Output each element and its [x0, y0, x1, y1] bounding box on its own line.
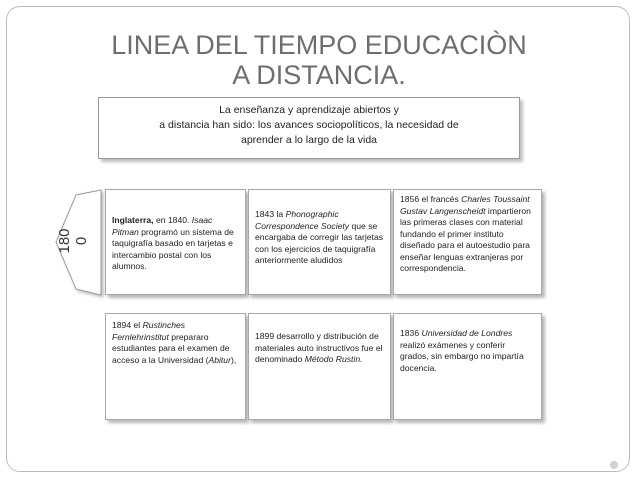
year-label-line-2: 0 — [73, 236, 90, 246]
card3-person: Charles Toussaint Gustav Langenscheidt — [400, 194, 530, 216]
card2-text1: 1843 la — [255, 209, 286, 219]
subtitle-line-3: aprender a lo largo de la vida — [240, 134, 377, 146]
event-card-1836 — [393, 313, 542, 420]
title-line-2: A DISTANCIA. — [232, 60, 406, 90]
event-card-1840 — [105, 189, 246, 295]
subtitle-line-2: a distancia han sido: los avances sociopolíticos, la necesidad de — [159, 119, 459, 131]
year-label — [56, 216, 90, 266]
card3-text1: 1856 el francés — [400, 194, 462, 204]
card3-text2: impartieron las primeras clases con material fundando el primer instituto diseñado para el autoestudio para enseñar lenguas extranjeras por correspondencia. — [400, 205, 531, 273]
event-card-1856 — [393, 189, 542, 295]
card4-text1: 1894 el — [112, 320, 143, 330]
card6-org: Universidad de Londres — [421, 328, 513, 338]
card5-text1: 1899 desarrollo y distribución de materiales auto instructivos fue el denominado — [255, 331, 383, 364]
subtitle-line-1: La enseñanza y aprendizaje abiertos y — [219, 104, 399, 116]
card2-org: Phonographic Correspondence Society — [255, 209, 350, 231]
card2-text2: que se encargaba de corregir las tarjetas con los ejercicios de taquigrafía anteriormente aludidos — [255, 220, 384, 265]
card1-person: Isaac Pitman — [112, 215, 213, 237]
corner-dot — [610, 461, 618, 469]
card6-text1: 1836 — [400, 328, 422, 338]
event-card-1894 — [105, 313, 246, 420]
card4-text3: ), — [230, 354, 237, 365]
event-card-1843 — [248, 189, 391, 295]
card4-text2: prepararo estudiantes para el examen de acceso a la Universidad ( — [112, 331, 230, 365]
card6-text2: realizó exámenes y conferir grados, sin embargo no impartía docencia. — [400, 339, 524, 373]
card1-text1: en 1840. — [153, 215, 192, 225]
card1-country: Inglaterra, — [112, 215, 154, 225]
card1-text2: programó un sistema de taquigrafía basado en tarjetas e intercambio postal con los alumnos. — [112, 226, 234, 271]
title-line-1: LINEA DEL TIEMPO EDUCACIÒN — [111, 30, 527, 60]
card4-org: Rustinches Fernlehrinstitut — [112, 320, 186, 342]
event-card-1899 — [248, 313, 391, 420]
card4-exam: Abitur — [208, 354, 231, 365]
card5-method: Método Rustin. — [304, 354, 363, 364]
year-label-line-1: 180 — [56, 228, 73, 254]
